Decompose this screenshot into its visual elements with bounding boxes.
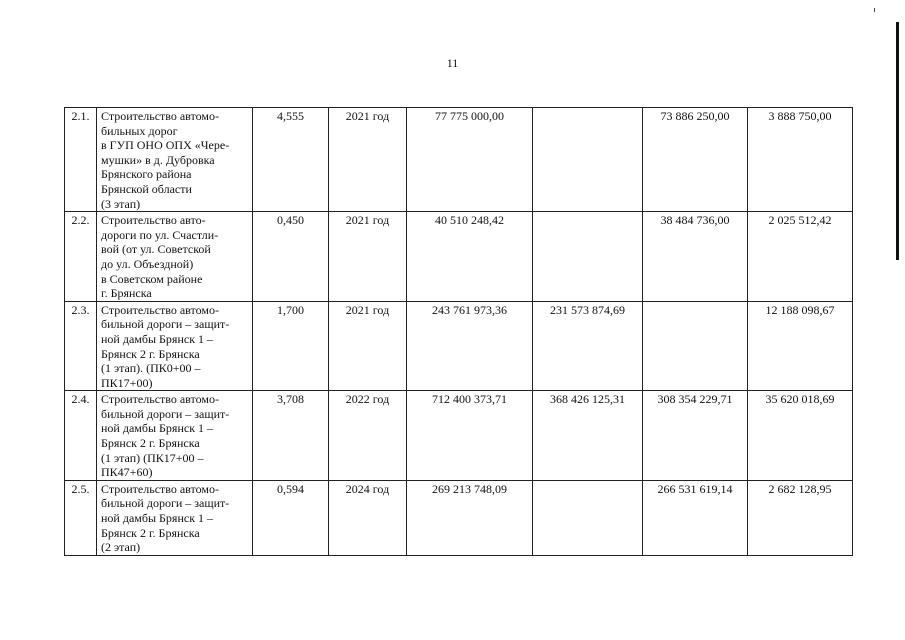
object-name-line: до ул. Объездной) [101,256,194,271]
local-budget-cell: 2 025 512,42 [748,212,853,302]
object-name-line: вой (от ул. Советской [101,242,211,257]
object-name-line: Брянского района [101,167,192,182]
total-cost-cell: 269 213 748,09 [407,480,533,555]
total-cost-cell: 40 510 248,42 [407,212,533,302]
object-name-line: ПК47+60) [101,465,153,480]
year-cell: 2021 год [329,212,407,302]
object-name-cell [97,212,253,302]
federal-budget-cell [533,480,643,555]
object-name-line: ной дамбы Брянск 1 – [101,511,214,526]
object-name-cell [97,480,253,555]
local-budget-cell: 12 188 098,67 [748,301,853,391]
row-number-cell: 2.4. [65,391,97,481]
object-name-line: дороги по ул. Счастли- [101,227,219,242]
length-cell: 0,450 [253,212,329,302]
object-name-line: Строительство автомо- [101,302,219,317]
table-row [65,480,853,555]
year-cell: 2021 год [329,108,407,212]
object-name-line: мушки» в д. Дубровка [101,152,215,167]
table-row [65,108,853,212]
object-name-line: Брянск 2 г. Брянска [101,525,200,540]
length-cell: 3,708 [253,391,329,481]
object-name-line: Строительство авто- [101,213,206,228]
object-name-line: бильной дороги – защит- [101,496,230,511]
object-name-line: г. Брянска [101,286,152,301]
local-budget-cell: 3 888 750,00 [748,108,853,212]
year-cell: 2024 год [329,480,407,555]
object-name-cell [97,108,253,212]
row-number-cell: 2.3. [65,301,97,391]
table-row [65,212,853,302]
object-name-line: Брянской области [101,181,192,196]
object-name-line: (1 этап). (ПК0+00 – [101,361,201,376]
object-name-line: ПК17+00) [101,375,153,390]
row-number-cell: 2.2. [65,212,97,302]
object-name-line: (2 этап) [101,540,141,555]
total-cost-cell: 77 775 000,00 [407,108,533,212]
federal-budget-cell [533,108,643,212]
length-cell: 4,555 [253,108,329,212]
year-cell: 2022 год [329,391,407,481]
scan-speck [874,8,875,12]
object-name-line: (3 этап) [101,196,141,211]
regional-budget-cell: 308 354 229,71 [643,391,748,481]
row-number-cell: 2.1. [65,108,97,212]
construction-table [64,107,853,556]
length-cell: 1,700 [253,301,329,391]
local-budget-cell: 35 620 018,69 [748,391,853,481]
scan-edge-mark [896,22,899,260]
object-name-line: Брянск 2 г. Брянска [101,436,200,451]
object-name-line: (1 этап) (ПК17+00 – [101,450,204,465]
local-budget-cell: 2 682 128,95 [748,480,853,555]
year-cell: 2021 год [329,301,407,391]
object-name-line: бильной дороги – защит- [101,406,230,421]
object-name-cell [97,301,253,391]
total-cost-cell: 243 761 973,36 [407,301,533,391]
regional-budget-cell: 73 886 250,00 [643,108,748,212]
object-name-line: Строительство автомо- [101,481,219,496]
object-name-line: Брянск 2 г. Брянска [101,346,200,361]
regional-budget-cell: 38 484 736,00 [643,212,748,302]
object-name-line: ной дамбы Брянск 1 – [101,331,214,346]
regional-budget-cell [643,301,748,391]
table-row [65,301,853,391]
object-name-line: в ГУП ОНО ОПХ «Чере- [101,138,230,153]
object-name-line: Строительство автомо- [101,392,219,407]
page-number: 11 [446,56,459,70]
federal-budget-cell [533,212,643,302]
row-number-cell: 2.5. [65,480,97,555]
federal-budget-cell: 368 426 125,31 [533,391,643,481]
object-name-line: бильной дороги – защит- [101,317,230,332]
federal-budget-cell: 231 573 874,69 [533,301,643,391]
object-name-line: в Советском районе [101,271,203,286]
regional-budget-cell: 266 531 619,14 [643,480,748,555]
object-name-line: ной дамбы Брянск 1 – [101,421,214,436]
object-name-line: бильных дорог [101,123,178,138]
object-name-cell [97,391,253,481]
object-name-line: Строительство автомо- [101,109,219,123]
length-cell: 0,594 [253,480,329,555]
total-cost-cell: 712 400 373,71 [407,391,533,481]
table-row [65,391,853,481]
